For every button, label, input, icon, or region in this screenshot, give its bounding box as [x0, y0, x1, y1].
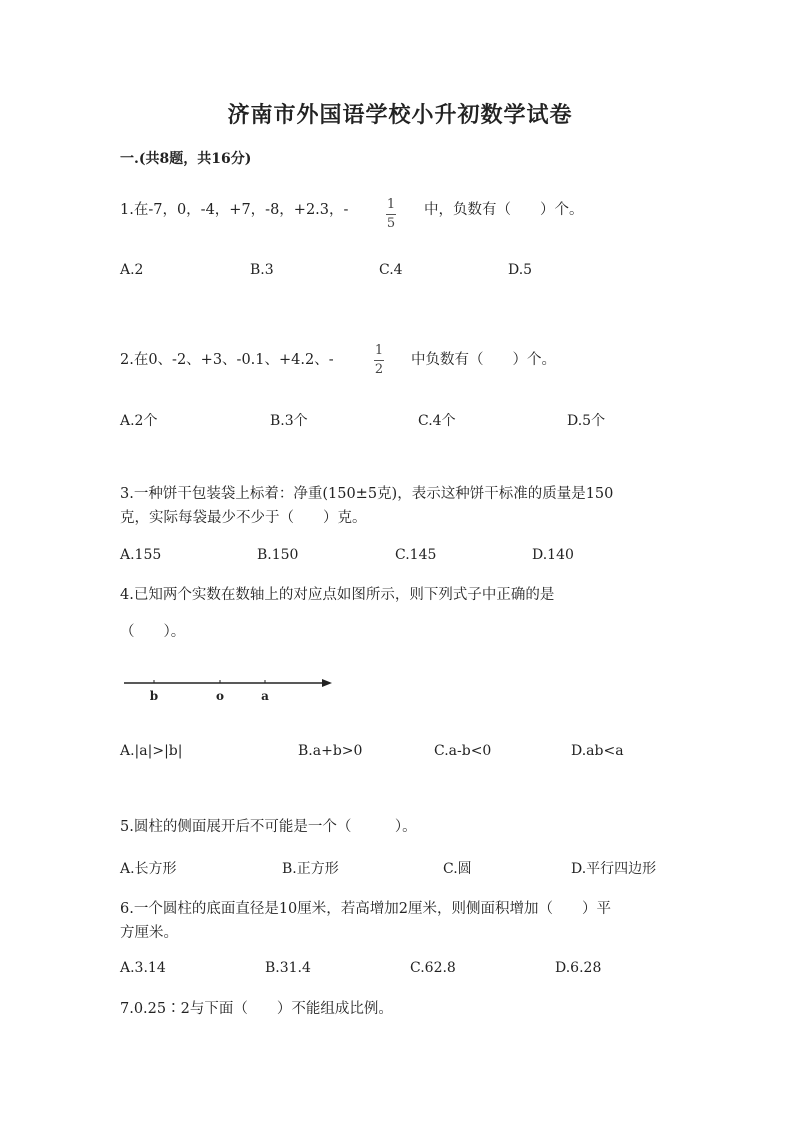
question-7-text: 7.0.25∶2与下面（ ）不能组成比例。: [120, 1001, 393, 1017]
fraction-numerator: 1: [386, 197, 396, 212]
question-1-text: 1.在-7，0，-4，+7，-8，+2.3，-: [120, 202, 349, 218]
option-b: B.3个: [270, 413, 308, 429]
fraction-denominator: 5: [386, 216, 396, 231]
question-1-fraction: [386, 198, 396, 231]
option-c: C.62.8: [410, 960, 456, 976]
option-c: C.4: [379, 262, 403, 278]
option-d: D.ab<a: [571, 743, 624, 759]
fraction-bar: [386, 214, 396, 215]
option-a: A.2个: [120, 413, 158, 429]
option-a: A.长方形: [120, 861, 177, 877]
axis-label-a: a: [261, 689, 269, 703]
question-2-tail: 中负数有（ ）个。: [411, 352, 556, 368]
page-title: 济南市外国语学校小升初数学试卷: [227, 102, 573, 128]
question-3-line-1: 3.一种饼干包装袋上标着：净重(150±5克)，表示这种饼干标准的质量是150: [120, 486, 614, 502]
option-b: B.31.4: [265, 960, 311, 976]
option-c: C.145: [395, 547, 437, 563]
question-5-text: 5.圆柱的侧面展开后不可能是一个（ ）。: [120, 819, 417, 835]
question-1-tail: 中，负数有（ ）个。: [424, 202, 584, 218]
option-c: C.a-b<0: [434, 743, 492, 759]
axis-label-b: b: [149, 689, 159, 703]
question-4-line-1: 4.已知两个实数在数轴上的对应点如图所示，则下列式子中正确的是: [120, 587, 555, 603]
section-heading: 一.(共8题，共16分): [120, 151, 252, 167]
question-6-line-2: 方厘米。: [120, 925, 178, 941]
option-b: B.3: [250, 262, 274, 278]
option-b: B.正方形: [282, 861, 339, 877]
option-d: D.平行四边形: [571, 861, 657, 877]
option-c: C.圆: [443, 861, 472, 877]
axis-arrowhead: [322, 679, 332, 687]
fraction-bar: [374, 360, 384, 361]
option-a: A.3.14: [120, 960, 166, 976]
fraction-numerator: 1: [374, 343, 384, 358]
option-d: D.5: [508, 262, 533, 278]
fraction-denominator: 2: [374, 362, 384, 377]
option-d: D.140: [532, 547, 574, 563]
option-a: A.|a|>|b|: [120, 743, 183, 759]
question-4-line-2: （ ）。: [120, 624, 186, 640]
option-b: B.a+b>0: [298, 743, 363, 759]
option-a: A.155: [120, 547, 162, 563]
question-6-line-1: 6.一个圆柱的底面直径是10厘米，若高增加2厘米，则侧面积增加（ ）平: [120, 901, 612, 917]
option-b: B.150: [257, 547, 299, 563]
question-2-fraction: [374, 344, 384, 377]
option-d: D.6.28: [555, 960, 602, 976]
question-2-text: 2.在0、-2、+3、-0.1、+4.2、-: [120, 352, 334, 368]
option-c: C.4个: [418, 413, 456, 429]
question-3-line-2: 克，实际每袋最少不少于（ ）克。: [120, 510, 367, 526]
axis-label-o: o: [215, 689, 225, 703]
number-line-figure: [120, 672, 340, 708]
option-d: D.5个: [567, 413, 606, 429]
option-a: A.2: [120, 262, 144, 278]
